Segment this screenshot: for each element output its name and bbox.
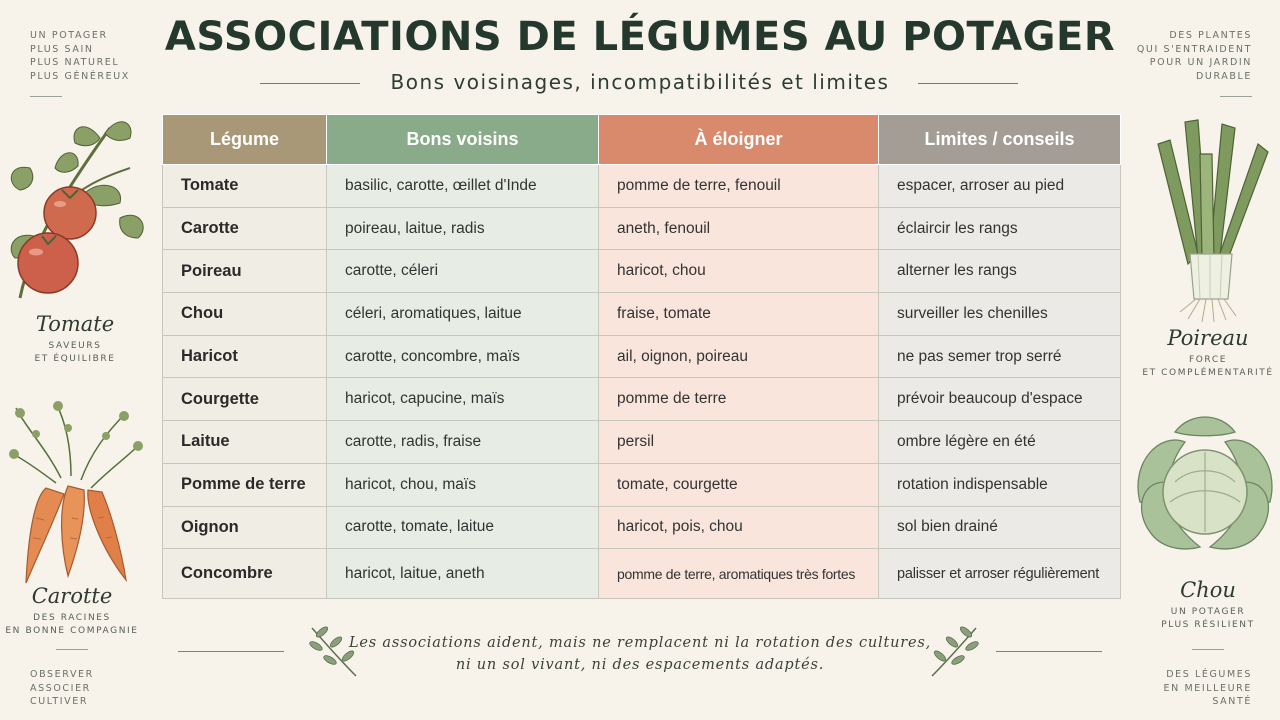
- cell-a-eloigner: aneth, fenouil: [599, 207, 879, 250]
- tomato-caption: [0, 312, 150, 366]
- cell-bons-voisins: poireau, laitue, radis: [327, 207, 599, 250]
- footer-line-2: ni un sol vivant, ni des espacements adaptés.: [455, 657, 825, 673]
- cell-bons-voisins: haricot, laitue, aneth: [327, 549, 599, 599]
- cell-a-eloigner: tomate, courgette: [599, 463, 879, 506]
- subtitle-rule-right: [918, 83, 1018, 84]
- cell-legume: Chou: [163, 293, 327, 336]
- cell-a-eloigner: pomme de terre, fenouil: [599, 165, 879, 208]
- cell-limites: espacer, arroser au pied: [879, 165, 1121, 208]
- cell-legume: Poireau: [163, 250, 327, 293]
- cell-legume: Carotte: [163, 207, 327, 250]
- cell-bons-voisins: carotte, radis, fraise: [327, 421, 599, 464]
- leek-name: Poireau: [1167, 326, 1249, 350]
- cell-bons-voisins: basilic, carotte, œillet d'Inde: [327, 165, 599, 208]
- cell-bons-voisins: carotte, tomate, laitue: [327, 506, 599, 549]
- table-row: [163, 165, 1121, 208]
- cell-a-eloigner: haricot, chou: [599, 250, 879, 293]
- footer-rule-right: [996, 651, 1102, 652]
- leek-sub-2: ET COMPLÉMENTARITÉ: [1142, 368, 1274, 378]
- cell-bons-voisins: haricot, capucine, maïs: [327, 378, 599, 421]
- cell-a-eloigner: haricot, pois, chou: [599, 506, 879, 549]
- side-note-line: EN MEILLEURE: [1163, 682, 1252, 694]
- side-note-line: CULTIVER: [30, 696, 89, 707]
- sprig-icon: [926, 620, 982, 680]
- leek-sub-1: FORCE: [1188, 355, 1228, 365]
- cell-limites: ne pas semer trop serré: [879, 335, 1121, 378]
- cell-a-eloigner: pomme de terre: [599, 378, 879, 421]
- cell-limites: sol bien drainé: [879, 506, 1121, 549]
- cabbage-sub-1: UN POTAGER: [1170, 607, 1246, 617]
- leek-icon: [1140, 114, 1280, 324]
- side-note-line: QUI S'ENTRAIDENT: [1136, 43, 1252, 55]
- table-row: [163, 463, 1121, 506]
- associations-table: [162, 114, 1121, 599]
- page-title: ASSOCIATIONS DE LÉGUMES AU POTAGER: [164, 14, 1116, 60]
- header-a-eloigner: À éloigner: [599, 115, 879, 165]
- side-note-line: PLUS SAIN: [30, 43, 94, 55]
- tomato-name: Tomate: [35, 312, 115, 336]
- cell-bons-voisins: carotte, concombre, maïs: [327, 335, 599, 378]
- table-row: [163, 293, 1121, 336]
- table-row: [163, 506, 1121, 549]
- table-row: [163, 335, 1121, 378]
- footer-line-1: Les associations aident, mais ne remplacent ni la rotation des cultures,: [348, 635, 932, 651]
- table-row: [163, 250, 1121, 293]
- side-note-line: DURABLE: [1196, 70, 1252, 82]
- cell-legume: Oignon: [163, 506, 327, 549]
- cell-limites: éclaircir les rangs: [879, 207, 1121, 250]
- table-row: [163, 549, 1121, 599]
- cell-bons-voisins: haricot, chou, maïs: [327, 463, 599, 506]
- cell-legume: Laitue: [163, 421, 327, 464]
- tomato-sub-1: SAVEURS: [48, 341, 102, 351]
- tomato-icon: [0, 108, 150, 308]
- header-bons-voisins: Bons voisins: [327, 115, 599, 165]
- header-legume: Légume: [163, 115, 327, 165]
- cell-legume: Courgette: [163, 378, 327, 421]
- cell-bons-voisins: céleri, aromatiques, laitue: [327, 293, 599, 336]
- leek-caption: [1136, 326, 1280, 380]
- side-note-top-right: [1137, 29, 1252, 83]
- table-row: [163, 378, 1121, 421]
- side-note-line: DES PLANTES: [1169, 30, 1252, 41]
- cell-limites: palisser et arroser régulièrement: [879, 549, 1121, 599]
- cell-limites: prévoir beaucoup d'espace: [879, 378, 1121, 421]
- cell-legume: Concombre: [163, 549, 327, 599]
- cell-limites: alterner les rangs: [879, 250, 1121, 293]
- carrot-icon: [6, 398, 146, 588]
- cabbage-icon: [1130, 412, 1280, 572]
- cabbage-caption: [1136, 578, 1280, 632]
- cell-a-eloigner: pomme de terre, aromatiques très fortes: [599, 549, 879, 599]
- side-note-line: PLUS GÉNÉREUX: [30, 70, 130, 82]
- carrot-name: Carotte: [31, 584, 113, 608]
- cell-legume: Tomate: [163, 165, 327, 208]
- side-note-line: ASSOCIER: [30, 682, 91, 694]
- carrot-caption: [0, 584, 144, 638]
- carrot-sub-1: DES RACINES: [33, 613, 111, 623]
- header-limites: Limites / conseils: [879, 115, 1121, 165]
- carrot-sub-2: EN BONNE COMPAGNIE: [5, 626, 139, 636]
- cell-legume: Pomme de terre: [163, 463, 327, 506]
- table-row: [163, 207, 1121, 250]
- cell-limites: rotation indispensable: [879, 463, 1121, 506]
- side-note-line: OBSERVER: [30, 669, 94, 680]
- cell-legume: Haricot: [163, 335, 327, 378]
- cabbage-name: Chou: [1180, 578, 1236, 602]
- cell-limites: ombre légère en été: [879, 421, 1121, 464]
- side-note-line: DES LÉGUMES: [1166, 669, 1252, 680]
- table-header-row: [163, 115, 1121, 165]
- footer-note: [0, 632, 1280, 676]
- side-note-line: SANTÉ: [1212, 696, 1252, 707]
- cell-a-eloigner: persil: [599, 421, 879, 464]
- cabbage-sub-2: PLUS RÉSILIENT: [1161, 620, 1255, 630]
- page-subtitle: Bons voisinages, incompatibilités et limites: [390, 70, 890, 94]
- cell-limites: surveiller les chenilles: [879, 293, 1121, 336]
- divider: [1220, 96, 1252, 97]
- cell-a-eloigner: fraise, tomate: [599, 293, 879, 336]
- side-note-line: UN POTAGER: [30, 30, 108, 41]
- divider: [30, 96, 62, 97]
- side-note-top-left: [30, 29, 130, 83]
- table-row: [163, 421, 1121, 464]
- subtitle-row: [0, 70, 1280, 96]
- side-note-line: POUR UN JARDIN: [1149, 57, 1252, 68]
- side-note-line: PLUS NATUREL: [30, 57, 120, 68]
- cell-bons-voisins: carotte, céleri: [327, 250, 599, 293]
- cell-a-eloigner: ail, oignon, poireau: [599, 335, 879, 378]
- tomato-sub-2: ET ÉQUILIBRE: [34, 354, 116, 364]
